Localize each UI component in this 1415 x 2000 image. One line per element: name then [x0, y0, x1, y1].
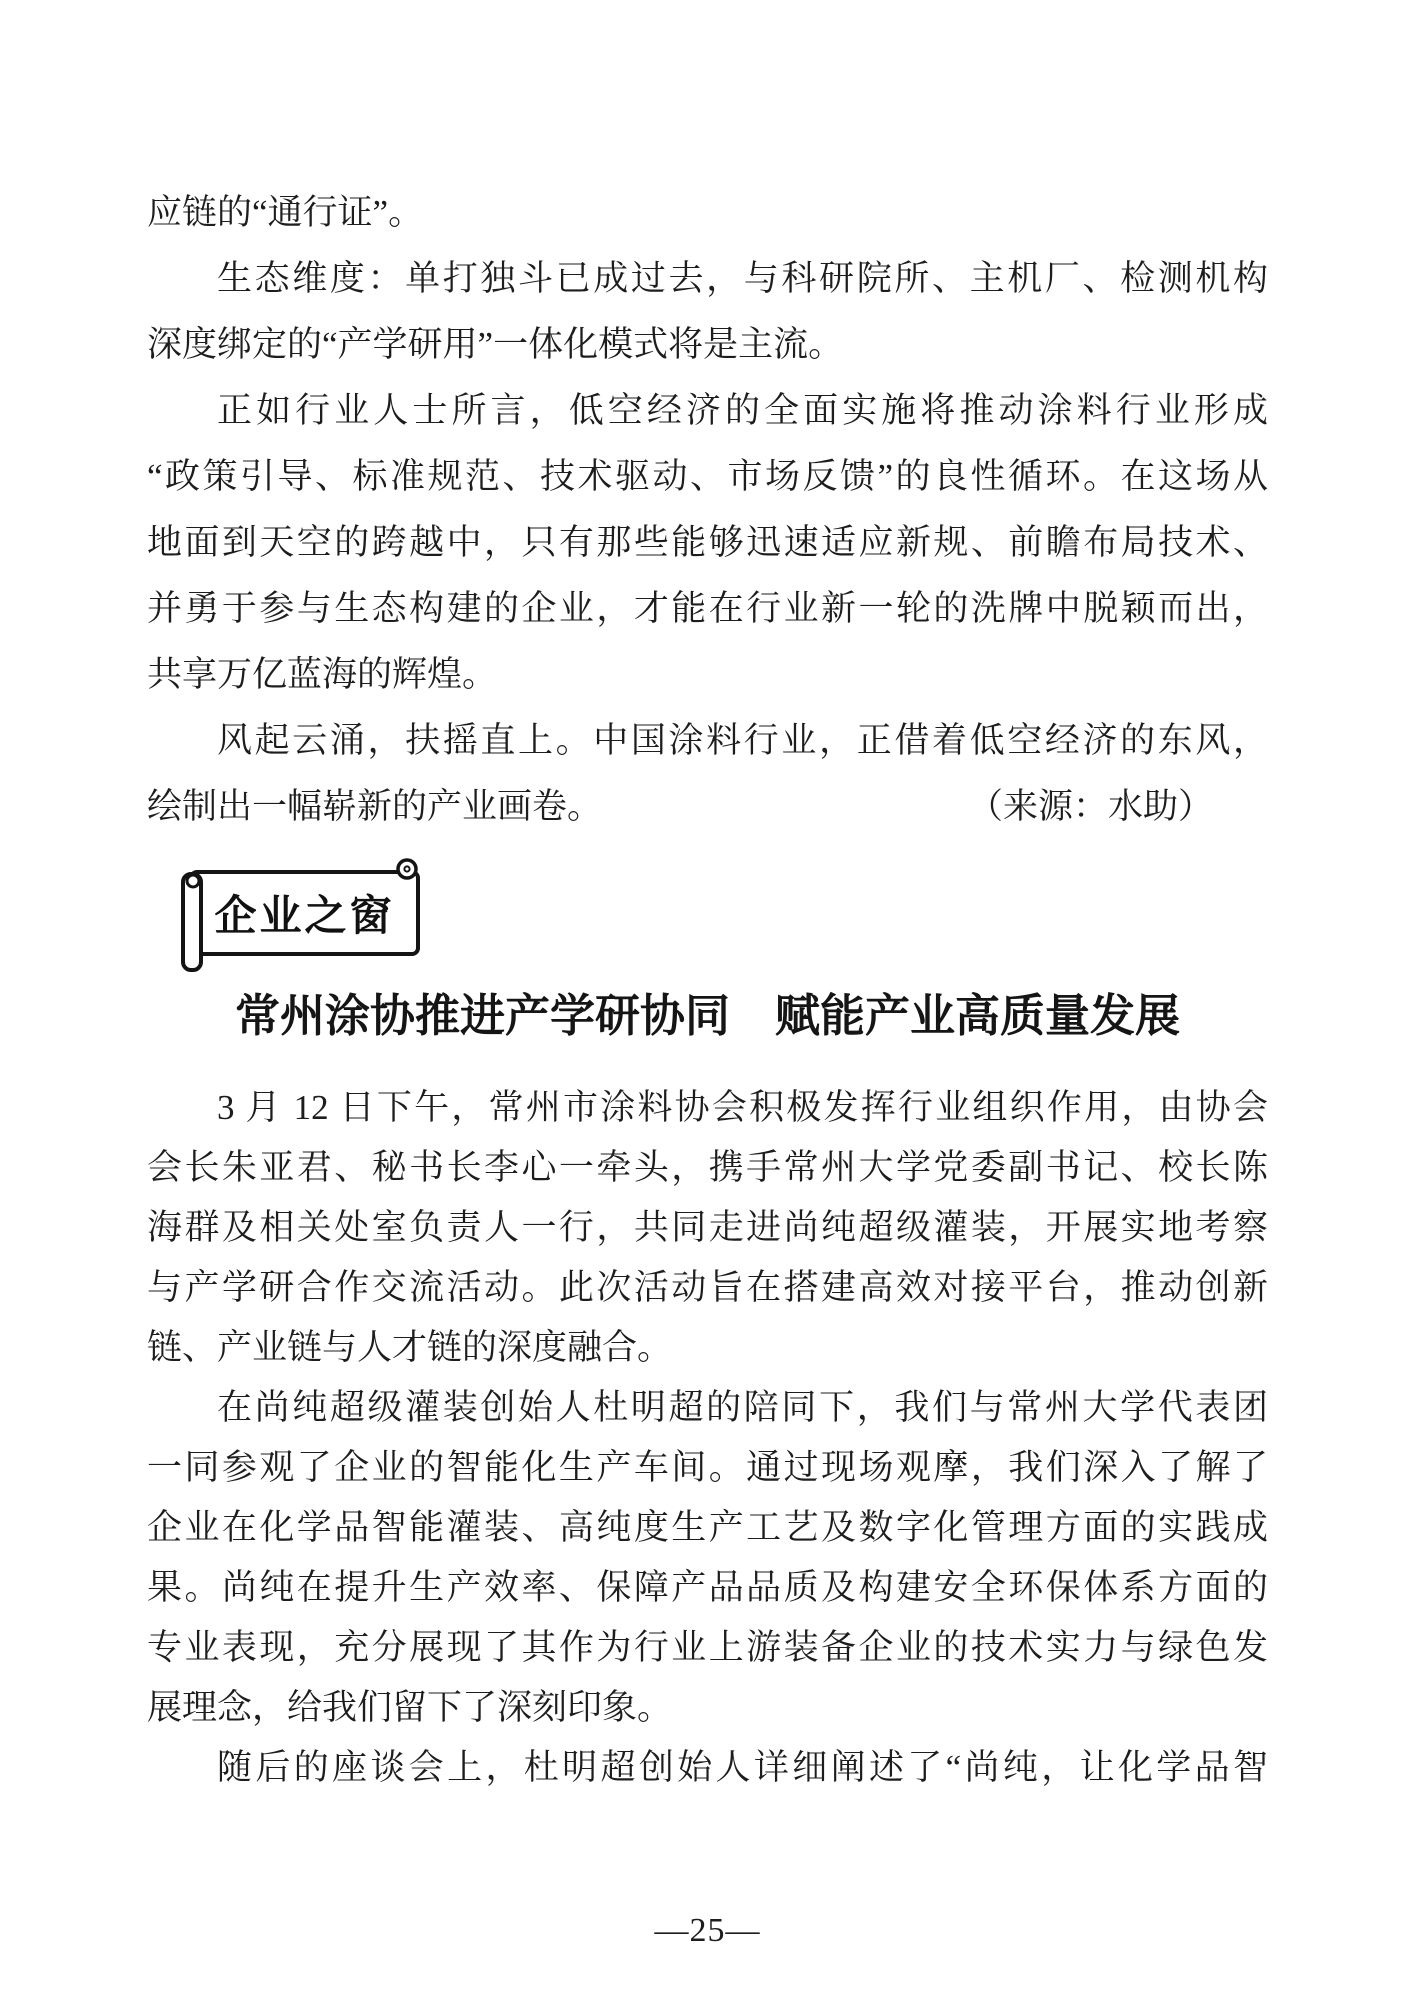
text-line: 会长朱亚君、秘书长李心一牵头，携手常州大学党委副书记、校长陈 — [147, 1148, 1268, 1187]
text-line: 深度绑定的“产学研用”一体化模式将是主流。 — [147, 325, 844, 364]
text-line: 在尚纯超级灌装创始人杜明超的陪同下，我们与常州大学代表团 — [217, 1388, 1268, 1427]
text-line: 企业在化学品智能灌装、高纯度生产工艺及数字化管理方面的实践成 — [147, 1508, 1268, 1547]
paragraph-ending-text: 绘制出一幅崭新的产业画卷。 — [147, 787, 603, 826]
text-line: 专业表现，充分展现了其作为行业上游装备企业的技术实力与绿色发 — [147, 1628, 1268, 1667]
banner-label: 企业之窗 — [214, 894, 395, 940]
paragraph — [147, 1378, 1268, 1738]
paragraph — [147, 180, 1268, 246]
page-footer — [0, 1912, 1415, 1950]
text-line — [147, 774, 1268, 840]
text-line: 随后的座谈会上，杜明超创始人详细阐述了“尚纯，让化学品智 — [217, 1748, 1268, 1787]
text-line: 生态维度：单打独斗已成过去，与科研院所、主机厂、检测机构 — [217, 259, 1268, 298]
text-line: 展理念，给我们留下了深刻印象。 — [147, 1688, 673, 1727]
text-line: 正如行业人士所言，低空经济的全面实施将推动涂料行业形成 — [217, 391, 1268, 430]
text-line: 海群及相关处室负责人一行，共同走进尚纯超级灌装，开展实地考察 — [147, 1208, 1268, 1247]
text-line: “政策引导、标准规范、技术驱动、市场反馈”的良性循环。在这场从 — [147, 457, 1268, 496]
paragraph — [147, 1738, 1268, 1798]
text-line: 果。尚纯在提升生产效率、保障产品品质及构建安全环保体系方面的 — [147, 1568, 1268, 1607]
article-title: 常州涂协推进产学研协同 赋能产业高质量发展 — [234, 991, 1180, 1041]
text-line: 并勇于参与生态构建的企业，才能在行业新一轮的洗牌中脱颖而出， — [147, 589, 1268, 628]
source-attribution: （来源：水助） — [967, 787, 1213, 826]
paragraph — [147, 378, 1268, 708]
paragraph — [147, 246, 1268, 378]
text-line: 一同参观了企业的智能化生产车间。通过现场观摩，我们深入了解了 — [147, 1448, 1268, 1487]
section-banner-enterprise-window — [178, 858, 430, 980]
paragraph — [147, 708, 1268, 840]
text-line: 3 月 12 日下午，常州市涂料协会积极发挥行业组织作用，由协会 — [217, 1088, 1268, 1127]
article-changzhou-coating-association — [147, 1078, 1268, 1798]
text-line: 共享万亿蓝海的辉煌。 — [147, 655, 498, 694]
text-line: 链、产业链与人才链的深度融合。 — [147, 1328, 673, 1367]
text-line: 风起云涌，扶摇直上。中国涂料行业，正借着低空经济的东风， — [217, 721, 1268, 760]
text-line: 地面到天空的跨越中，只有那些能够迅速适应新规、前瞻布局技术、 — [147, 523, 1268, 562]
article-low-altitude-economy — [147, 180, 1268, 840]
page-number: —25— — [654, 1912, 761, 1949]
text-line: 应链的“通行证”。 — [147, 193, 424, 232]
text-line: 与产学研合作交流活动。此次活动旨在搭建高效对接平台，推动创新 — [147, 1268, 1268, 1307]
paragraph — [147, 1078, 1268, 1378]
